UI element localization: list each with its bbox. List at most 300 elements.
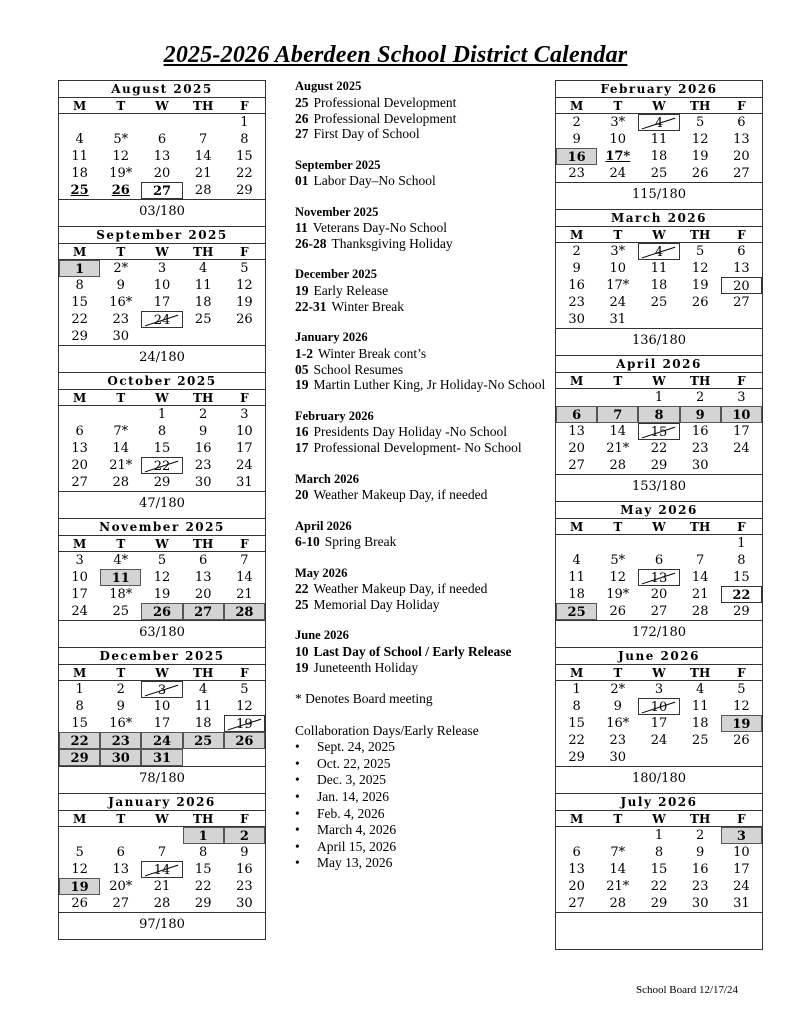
school-day-count: 172/180 bbox=[556, 620, 762, 647]
date-cell: 3 bbox=[157, 261, 167, 276]
event-text: Presidents Day Holiday -No School bbox=[313, 424, 507, 440]
date-cell: 15 bbox=[71, 716, 88, 731]
date-cell: 8 bbox=[199, 845, 208, 860]
bullet-icon: • bbox=[295, 822, 300, 838]
date-cell: 14 bbox=[609, 424, 627, 439]
event-text: Winter Break bbox=[331, 298, 405, 314]
date-cell: 22 bbox=[650, 879, 668, 894]
date-cell: 27 bbox=[568, 458, 585, 473]
date-cell bbox=[721, 457, 762, 474]
collaboration-day bbox=[295, 822, 550, 839]
date-cell bbox=[638, 749, 679, 766]
month-title: April 2026 bbox=[556, 356, 762, 373]
date-cell: 10 bbox=[153, 278, 171, 293]
collaboration-date: March 4, 2026 bbox=[317, 822, 397, 838]
date-cell: 29 bbox=[194, 896, 212, 911]
date-cell: 16 bbox=[194, 441, 212, 456]
date-cell: 18 bbox=[650, 149, 668, 164]
weekday-header: M bbox=[59, 98, 100, 114]
date-cell: 22 bbox=[141, 457, 182, 474]
date-cell: 16 bbox=[691, 424, 709, 439]
event-item bbox=[295, 299, 550, 315]
month-calendar bbox=[556, 793, 762, 949]
date-cell: 21* bbox=[109, 458, 133, 473]
collaboration-list bbox=[295, 723, 550, 872]
date-cell: 24 bbox=[733, 879, 750, 894]
event-text: Last Day of School / Early Release bbox=[313, 644, 512, 660]
date-cell: 9 bbox=[116, 699, 125, 714]
date-cell: 11 bbox=[650, 261, 668, 276]
date-cell: 10 bbox=[721, 406, 762, 423]
date-cell: 18 bbox=[71, 166, 88, 181]
date-cell: 30 bbox=[691, 458, 709, 473]
event-month-heading: May 2026 bbox=[295, 565, 348, 580]
date-cell: 6 bbox=[157, 132, 167, 147]
bullet-icon: • bbox=[295, 855, 300, 871]
page-title: 2025-2026 Aberdeen School District Calendar bbox=[163, 42, 628, 68]
date-cell: 28 bbox=[224, 603, 265, 620]
event-group bbox=[295, 409, 550, 456]
date-cell: 10 bbox=[638, 698, 679, 715]
date-cell: 10 bbox=[609, 261, 627, 276]
date-cell: 1 bbox=[75, 682, 84, 697]
date-cell: 14 bbox=[236, 570, 253, 585]
date-cell: 13 bbox=[153, 149, 171, 164]
date-cell: 8 bbox=[75, 278, 84, 293]
event-month-heading: January 2026 bbox=[295, 330, 368, 345]
event-text: Juneteenth Holiday bbox=[313, 659, 419, 675]
school-day-count: 24/180 bbox=[59, 345, 265, 372]
weekday-header: W bbox=[638, 98, 679, 114]
event-item bbox=[295, 440, 550, 456]
date-cell: 27 bbox=[650, 604, 668, 619]
collaboration-date: Dec. 3, 2025 bbox=[317, 772, 386, 788]
event-date: 19 bbox=[295, 659, 309, 675]
date-cell: 1 bbox=[157, 407, 167, 422]
date-cell: 9 bbox=[572, 261, 581, 276]
date-cell bbox=[556, 827, 597, 844]
date-cell: 23 bbox=[236, 879, 253, 894]
date-cell: 13 bbox=[71, 441, 88, 456]
school-day-count: 97/180 bbox=[59, 912, 265, 939]
date-cell: 2 bbox=[696, 390, 705, 405]
weekday-header: T bbox=[597, 227, 638, 243]
event-text: Weather Makeup Day, if needed bbox=[313, 487, 488, 503]
date-cell: 8 bbox=[75, 699, 84, 714]
date-cell: 7 bbox=[597, 406, 638, 423]
date-cell: 22 bbox=[721, 586, 762, 603]
date-cell: 27 bbox=[141, 182, 182, 199]
date-cell: 20 bbox=[153, 166, 171, 181]
event-month-heading: April 2026 bbox=[295, 518, 352, 533]
date-cell: 30 bbox=[100, 749, 141, 766]
weekday-header: TH bbox=[680, 665, 721, 681]
month-grid bbox=[59, 665, 265, 766]
date-cell: 3 bbox=[141, 681, 182, 698]
event-text: Memorial Day Holiday bbox=[313, 597, 440, 613]
date-cell: 14 bbox=[194, 149, 212, 164]
date-cell: 28 bbox=[194, 183, 212, 198]
event-group bbox=[295, 519, 550, 551]
date-cell: 1 bbox=[183, 827, 224, 844]
date-cell: 14 bbox=[691, 570, 709, 585]
event-text: School Resumes bbox=[313, 361, 404, 377]
date-cell: 22 bbox=[568, 733, 585, 748]
left-calendar-column bbox=[58, 80, 266, 940]
weekday-header: M bbox=[556, 227, 597, 243]
date-cell: 19 bbox=[691, 278, 709, 293]
event-date: 22-31 bbox=[295, 298, 327, 314]
date-cell: 4 bbox=[75, 132, 84, 147]
date-cell: 25 bbox=[650, 166, 668, 181]
bullet-icon: • bbox=[295, 739, 300, 755]
date-cell: 15 bbox=[733, 570, 750, 585]
date-cell: 17* bbox=[606, 278, 630, 293]
school-day-count: 180/180 bbox=[556, 766, 762, 793]
date-cell: 26 bbox=[609, 604, 627, 619]
month-title: November 2025 bbox=[59, 519, 265, 536]
date-cell bbox=[721, 749, 762, 766]
event-text: Early Release bbox=[313, 283, 389, 299]
month-calendar bbox=[556, 355, 762, 501]
school-day-count: 47/180 bbox=[59, 491, 265, 518]
month-calendar bbox=[556, 81, 762, 209]
date-cell: 9 bbox=[696, 845, 705, 860]
date-cell: 9 bbox=[199, 424, 208, 439]
date-cell: 11 bbox=[650, 132, 668, 147]
event-item bbox=[295, 111, 550, 127]
month-grid bbox=[59, 390, 265, 491]
weekday-header: M bbox=[59, 244, 100, 260]
event-item bbox=[295, 597, 550, 613]
date-cell: 6 bbox=[737, 115, 746, 130]
date-cell: 22 bbox=[59, 732, 100, 749]
date-cell: 24 bbox=[733, 441, 750, 456]
weekday-header: W bbox=[141, 536, 182, 552]
date-cell: 4 bbox=[199, 261, 208, 276]
date-cell: 12 bbox=[691, 132, 709, 147]
weekday-header: W bbox=[638, 519, 679, 535]
weekday-header: TH bbox=[183, 811, 224, 827]
event-group bbox=[295, 330, 550, 393]
date-cell bbox=[59, 406, 100, 423]
date-cell: 8 bbox=[654, 845, 664, 860]
date-cell bbox=[183, 114, 224, 131]
event-item bbox=[295, 236, 550, 252]
month-grid bbox=[556, 665, 762, 766]
weekday-header: TH bbox=[680, 227, 721, 243]
event-text: First Day of School bbox=[313, 126, 420, 142]
date-cell: 13 bbox=[638, 569, 679, 586]
collaboration-date: Oct. 22, 2025 bbox=[317, 755, 391, 771]
date-cell: 25 bbox=[70, 183, 89, 198]
date-cell: 8 bbox=[737, 553, 746, 568]
date-cell: 19 bbox=[721, 715, 762, 732]
event-item bbox=[295, 644, 550, 660]
weekday-header: F bbox=[721, 227, 762, 243]
event-month-heading: February 2026 bbox=[295, 408, 374, 423]
date-cell: 17* bbox=[605, 149, 631, 164]
date-cell: 17 bbox=[733, 424, 750, 439]
date-cell: 26 bbox=[111, 183, 130, 198]
date-cell: 1 bbox=[737, 536, 746, 551]
event-date: 01 bbox=[295, 173, 309, 189]
event-month-heading: December 2025 bbox=[295, 267, 378, 282]
date-cell bbox=[100, 827, 141, 844]
weekday-header: TH bbox=[183, 244, 224, 260]
month-calendar bbox=[556, 501, 762, 647]
date-cell: 10 bbox=[733, 845, 750, 860]
date-cell: 20 bbox=[733, 149, 750, 164]
date-cell: 28 bbox=[609, 896, 627, 911]
collaboration-date: April 15, 2026 bbox=[317, 838, 397, 854]
weekday-header: TH bbox=[680, 373, 721, 389]
event-group bbox=[295, 566, 550, 613]
date-cell: 9 bbox=[613, 699, 622, 714]
events-column bbox=[295, 79, 550, 872]
date-cell: 4 bbox=[696, 682, 705, 697]
date-cell: 17 bbox=[650, 716, 668, 731]
date-cell: 30 bbox=[691, 896, 709, 911]
weekday-header: M bbox=[59, 811, 100, 827]
date-cell bbox=[597, 535, 638, 552]
date-cell: 23 bbox=[691, 441, 709, 456]
date-cell: 21 bbox=[153, 879, 171, 894]
date-cell: 10 bbox=[153, 699, 171, 714]
date-cell: 1 bbox=[59, 260, 100, 277]
right-calendar-column bbox=[555, 80, 763, 950]
date-cell: 11 bbox=[194, 278, 212, 293]
date-cell: 29 bbox=[236, 183, 253, 198]
date-cell: 14 bbox=[141, 861, 182, 878]
date-cell bbox=[100, 114, 141, 131]
date-cell: 4 bbox=[572, 553, 581, 568]
date-cell: 18* bbox=[109, 587, 133, 602]
date-cell: 19 bbox=[236, 295, 253, 310]
date-cell: 16 bbox=[691, 862, 709, 877]
month-grid bbox=[59, 536, 265, 620]
weekday-header: F bbox=[224, 244, 265, 260]
event-group bbox=[295, 628, 550, 675]
date-cell: 18 bbox=[194, 295, 212, 310]
event-item bbox=[295, 126, 550, 142]
date-cell: 12 bbox=[153, 570, 171, 585]
date-cell bbox=[597, 827, 638, 844]
date-cell: 3 bbox=[75, 553, 84, 568]
date-cell bbox=[100, 406, 141, 423]
date-cell: 27 bbox=[112, 896, 130, 911]
collaboration-date: Sept. 24, 2025 bbox=[317, 739, 396, 755]
weekday-header: T bbox=[100, 390, 141, 406]
date-cell: 12 bbox=[236, 278, 253, 293]
date-cell: 22 bbox=[650, 441, 668, 456]
month-title: January 2026 bbox=[59, 794, 265, 811]
weekday-header: W bbox=[638, 665, 679, 681]
date-cell: 25 bbox=[556, 603, 597, 620]
date-cell: 17 bbox=[733, 862, 750, 877]
date-cell: 2 bbox=[116, 682, 125, 697]
weekday-header: F bbox=[224, 665, 265, 681]
date-cell: 30 bbox=[236, 896, 253, 911]
date-cell: 5 bbox=[240, 261, 249, 276]
event-text: Labor Day–No School bbox=[313, 173, 436, 189]
date-cell bbox=[556, 389, 597, 406]
date-cell bbox=[183, 328, 224, 345]
date-cell: 12 bbox=[112, 149, 130, 164]
date-cell: 14 bbox=[112, 441, 130, 456]
date-cell bbox=[224, 749, 265, 766]
date-cell: 22 bbox=[71, 312, 88, 327]
weekday-header: T bbox=[100, 536, 141, 552]
date-cell: 12 bbox=[733, 699, 750, 714]
date-cell: 2 bbox=[224, 827, 265, 844]
date-cell: 25 bbox=[650, 295, 668, 310]
date-cell: 23 bbox=[691, 879, 709, 894]
date-cell: 4 bbox=[199, 682, 208, 697]
weekday-header: T bbox=[100, 98, 141, 114]
event-date: 20 bbox=[295, 487, 309, 503]
date-cell: 9 bbox=[116, 278, 125, 293]
date-cell bbox=[59, 114, 100, 131]
date-cell: 6 bbox=[556, 406, 597, 423]
date-cell: 2 bbox=[572, 115, 581, 130]
event-item bbox=[295, 660, 550, 676]
date-cell: 21 bbox=[691, 587, 709, 602]
school-day-count: 78/180 bbox=[59, 766, 265, 793]
month-calendar bbox=[556, 209, 762, 355]
date-cell: 24 bbox=[609, 166, 627, 181]
date-cell: 16* bbox=[606, 716, 630, 731]
date-cell: 7 bbox=[696, 553, 705, 568]
month-calendar bbox=[59, 372, 265, 518]
date-cell: 16 bbox=[568, 278, 585, 293]
event-text: Professional Development bbox=[313, 94, 457, 110]
month-calendar bbox=[59, 793, 265, 939]
date-cell: 6 bbox=[737, 244, 746, 259]
weekday-header: M bbox=[556, 519, 597, 535]
date-cell: 21* bbox=[606, 441, 630, 456]
event-text: Veterans Day-No School bbox=[312, 220, 447, 236]
event-date: 6-10 bbox=[295, 534, 320, 550]
month-grid bbox=[556, 98, 762, 182]
event-month-heading: August 2025 bbox=[295, 79, 362, 93]
weekday-header: F bbox=[224, 536, 265, 552]
date-cell: 8 bbox=[240, 132, 249, 147]
weekday-header: T bbox=[100, 665, 141, 681]
date-cell: 24 bbox=[650, 733, 668, 748]
weekday-header: W bbox=[638, 227, 679, 243]
event-item bbox=[295, 424, 550, 440]
date-cell: 7 bbox=[199, 132, 208, 147]
weekday-header: W bbox=[638, 373, 679, 389]
date-cell: 29 bbox=[59, 749, 100, 766]
month-title: June 2026 bbox=[556, 648, 762, 665]
collaboration-day bbox=[295, 772, 550, 789]
date-cell bbox=[680, 749, 721, 766]
date-cell: 7* bbox=[610, 845, 626, 860]
event-month-heading: November 2025 bbox=[295, 204, 379, 219]
date-cell: 19 bbox=[224, 715, 265, 732]
collaboration-heading: Collaboration Days/Early Release bbox=[295, 722, 479, 738]
month-calendar bbox=[59, 81, 265, 226]
weekday-header: TH bbox=[680, 519, 721, 535]
footer-note: School Board 12/17/24 bbox=[636, 984, 739, 996]
date-cell: 3 bbox=[737, 390, 746, 405]
school-day-count: 115/180 bbox=[556, 182, 762, 209]
bullet-icon: • bbox=[295, 805, 300, 821]
collaboration-day bbox=[295, 756, 550, 773]
date-cell: 29 bbox=[71, 329, 88, 344]
date-cell: 13 bbox=[733, 261, 750, 276]
date-cell: 30 bbox=[194, 475, 212, 490]
date-cell: 9 bbox=[240, 845, 249, 860]
month-calendar bbox=[556, 647, 762, 793]
month-grid bbox=[556, 373, 762, 474]
weekday-header: F bbox=[224, 811, 265, 827]
date-cell: 11 bbox=[568, 570, 585, 585]
month-grid bbox=[59, 811, 265, 912]
date-cell: 25 bbox=[194, 312, 212, 327]
weekday-header: F bbox=[224, 390, 265, 406]
date-cell: 21 bbox=[194, 166, 212, 181]
date-cell: 24 bbox=[71, 604, 88, 619]
date-cell: 15 bbox=[650, 862, 668, 877]
event-date: 27 bbox=[295, 126, 309, 142]
date-cell: 19 bbox=[153, 587, 171, 602]
weekday-header: T bbox=[597, 665, 638, 681]
date-cell bbox=[638, 311, 679, 328]
date-cell: 2 bbox=[696, 828, 705, 843]
date-cell: 24 bbox=[141, 311, 182, 328]
date-cell: 31 bbox=[733, 896, 750, 911]
weekday-header: M bbox=[59, 390, 100, 406]
date-cell: 27 bbox=[733, 166, 750, 181]
date-cell: 20 bbox=[568, 441, 585, 456]
date-cell: 16 bbox=[236, 862, 253, 877]
month-calendar bbox=[59, 647, 265, 793]
date-cell: 29 bbox=[153, 475, 171, 490]
collaboration-day bbox=[295, 839, 550, 856]
date-cell bbox=[680, 311, 721, 328]
date-cell: 2 bbox=[199, 407, 208, 422]
event-date: 1-2 bbox=[295, 345, 313, 361]
date-cell: 28 bbox=[112, 475, 130, 490]
date-cell: 5 bbox=[737, 682, 746, 697]
date-cell: 1 bbox=[240, 115, 249, 130]
date-cell bbox=[680, 535, 721, 552]
date-cell: 15 bbox=[71, 295, 88, 310]
date-cell: 2* bbox=[113, 261, 129, 276]
month-title: May 2026 bbox=[556, 502, 762, 519]
date-cell bbox=[59, 827, 100, 844]
date-cell: 28 bbox=[609, 458, 627, 473]
weekday-header: M bbox=[59, 665, 100, 681]
date-cell: 5 bbox=[75, 845, 84, 860]
event-month-heading: June 2026 bbox=[295, 628, 349, 643]
school-day-count: 63/180 bbox=[59, 620, 265, 647]
date-cell: 9 bbox=[572, 132, 581, 147]
event-text: Weather Makeup Day, if needed bbox=[313, 581, 488, 597]
date-cell: 13 bbox=[733, 132, 750, 147]
bullet-icon: • bbox=[295, 789, 300, 805]
date-cell bbox=[141, 827, 182, 844]
school-day-count bbox=[556, 912, 762, 949]
date-cell: 31 bbox=[609, 312, 627, 327]
event-date: 26 bbox=[295, 110, 309, 126]
collaboration-day bbox=[295, 806, 550, 823]
date-cell: 28 bbox=[691, 604, 709, 619]
weekday-header: M bbox=[556, 98, 597, 114]
